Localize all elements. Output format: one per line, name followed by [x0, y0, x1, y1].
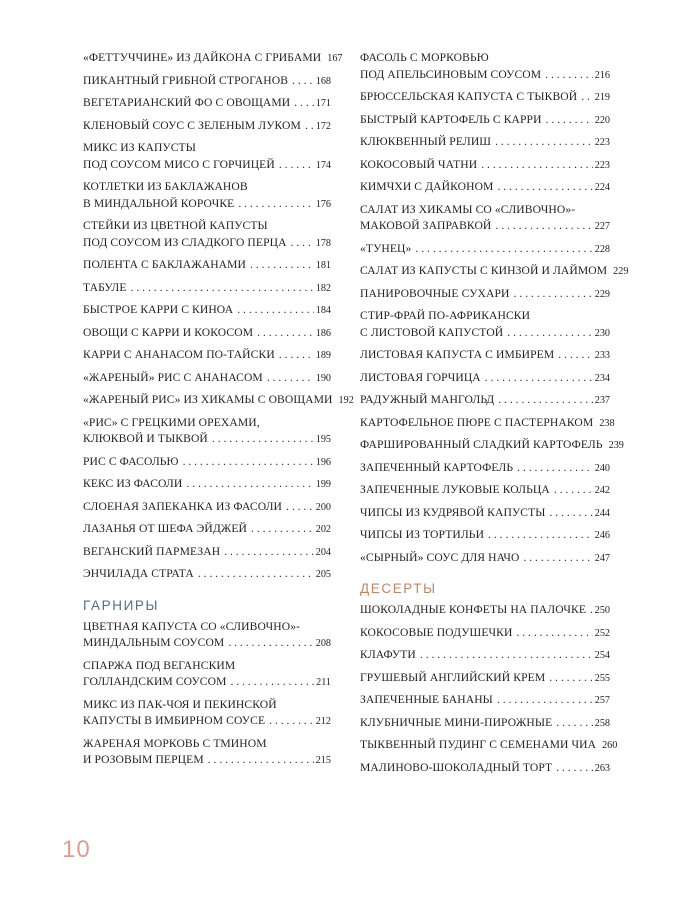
- toc-entry-title: «ЖАРЕНЫЙ» РИС С АНАНАСОМ: [83, 370, 263, 384]
- toc-page-number: 224: [594, 182, 610, 193]
- dot-leader: [495, 134, 593, 151]
- toc-entry-line: [360, 415, 615, 433]
- toc-page-number: 212: [315, 716, 331, 727]
- toc-entry-line: [83, 713, 331, 731]
- toc-entry-title: СТЕЙКИ ИЗ ЦВЕТНОЙ КАПУСТЫ: [83, 219, 268, 232]
- dot-leader: [556, 760, 593, 777]
- toc-entry-line: [360, 112, 610, 130]
- dot-leader: [238, 196, 313, 213]
- toc-entry: [83, 370, 331, 388]
- toc-entry: [360, 647, 610, 665]
- toc-page-number: 204: [315, 546, 331, 558]
- toc-entry-title: САЛАТ ИЗ КАПУСТЫ С КИНЗОЙ И ЛАЙМОМ: [360, 264, 608, 277]
- toc-entry-line: [83, 325, 331, 343]
- dot-leader: [549, 670, 592, 687]
- toc-entry-title: ОВОЩИ С КАРРИ И КОКОСОМ: [83, 325, 254, 339]
- dot-leader: [305, 118, 314, 135]
- dot-leader: [237, 302, 314, 319]
- toc-entry-title: ПИКАНТНЫЙ ГРИБНОЙ СТРОГАНОВ: [83, 73, 289, 87]
- toc-entry: [83, 566, 331, 584]
- dot-leader: [224, 544, 314, 561]
- toc-entry-line: [360, 482, 610, 500]
- toc-entry-line: [360, 527, 610, 545]
- toc-entry: [83, 521, 331, 539]
- toc-entry-title: СТИР-ФРАЙ ПО-АФРИКАНСКИ: [360, 309, 531, 322]
- dot-leader: [251, 521, 314, 538]
- toc-page-number: 211: [316, 677, 331, 688]
- toc-entry-line: [83, 431, 331, 449]
- toc-page-number: 168: [315, 75, 331, 87]
- toc-entry: [83, 257, 331, 275]
- toc-entry-line: [83, 302, 331, 320]
- toc-entry-line: [83, 235, 331, 253]
- toc-page-number: 228: [594, 243, 610, 255]
- toc-entry-line: [360, 370, 610, 388]
- toc-page-number: 223: [594, 137, 610, 148]
- toc-entry: [83, 302, 331, 320]
- toc-right-entries: [360, 50, 629, 567]
- toc-entry-line: [360, 157, 610, 175]
- dot-leader: [558, 347, 592, 364]
- toc-entry-title: МИКС ИЗ КАПУСТЫ: [83, 141, 196, 154]
- toc-entry: [360, 460, 610, 478]
- toc-entry: [83, 736, 331, 770]
- toc-entry-line: [83, 257, 331, 275]
- toc-entry: [360, 527, 610, 545]
- dot-leader: [514, 286, 593, 303]
- toc-page-number: 255: [594, 672, 610, 684]
- toc-entry-line: [360, 241, 610, 259]
- toc-entry: [83, 325, 331, 343]
- toc-entry: [360, 550, 610, 568]
- dot-leader: [198, 566, 314, 583]
- toc-entry-line: [83, 476, 331, 494]
- toc-entry-line: [360, 67, 610, 85]
- toc-entry: [360, 50, 610, 84]
- toc-entry-line: [83, 73, 331, 91]
- dot-leader: [581, 89, 592, 106]
- toc-entry-line: [83, 50, 343, 68]
- toc-entry: [360, 625, 610, 643]
- toc-entry-title: ПОД АПЕЛЬСИНОВЫМ СОУСОМ: [360, 67, 542, 81]
- toc-entry-line: [83, 674, 331, 692]
- toc-entry: [360, 737, 618, 755]
- toc-entry-title: ВЕГАНСКИЙ ПАРМЕЗАН: [83, 544, 221, 558]
- dot-leader: [228, 635, 313, 652]
- toc-page-number: 200: [315, 501, 331, 513]
- section-heading-desserts: ДЕСЕРТЫ: [360, 581, 437, 596]
- dot-leader: [590, 602, 593, 619]
- toc-page-number: 242: [594, 485, 610, 496]
- toc-entry-line: [360, 625, 610, 643]
- toc-entry-title: МАЛИНОВО-ШОКОЛАДНЫЙ ТОРТ: [360, 760, 553, 774]
- toc-page-number: 229: [613, 266, 629, 277]
- toc-entry: [83, 454, 331, 472]
- dot-leader: [212, 431, 314, 448]
- toc-page-number: 174: [315, 159, 331, 171]
- toc-entry-line: [83, 280, 331, 298]
- toc-entry-line: [83, 736, 331, 753]
- toc-entry-title: КОКОСОВЫЙ ЧАТНИ: [360, 157, 478, 171]
- toc-entry-title: ТЫКВЕННЫЙ ПУДИНГ С СЕМЕНАМИ ЧИА: [360, 738, 597, 751]
- toc-page-number: 208: [315, 638, 331, 649]
- toc-entry-line: [360, 179, 610, 197]
- dot-leader: [186, 476, 313, 493]
- toc-entry-title: КЛЮКВЕННЫЙ РЕЛИШ: [360, 135, 492, 148]
- toc-page-number: 171: [315, 98, 331, 109]
- toc-entry: [360, 286, 610, 304]
- dot-leader: [257, 325, 314, 342]
- toc-entry: [83, 140, 331, 174]
- toc-entry-title: «ФЕТТУЧЧИНЕ» ИЗ ДАЙКОНА С ГРИБАМИ: [83, 51, 322, 64]
- toc-page-number: 233: [594, 350, 610, 361]
- toc-page-number: 216: [594, 69, 610, 81]
- toc-entry-line: [83, 392, 354, 410]
- toc-page-number: 172: [315, 120, 331, 132]
- toc-page-number: 220: [594, 114, 610, 126]
- toc-entry-title: КЛУБНИЧНЫЕ МИНИ-ПИРОЖНЫЕ: [360, 715, 553, 729]
- toc-page-number: 186: [315, 327, 331, 339]
- toc-left-column: [83, 50, 354, 775]
- toc-entry: [360, 505, 610, 523]
- toc-entry-line: [83, 218, 331, 235]
- toc-entry-line: [360, 737, 618, 755]
- dot-leader: [267, 370, 314, 387]
- toc-entry-line: [83, 415, 331, 432]
- toc-entry-title: РАДУЖНЫЙ МАНГОЛЬД: [360, 393, 495, 406]
- toc-entry-line: [360, 89, 610, 107]
- dot-leader: [554, 482, 593, 499]
- toc-page-number: 223: [594, 159, 610, 171]
- toc-page-number: 184: [315, 305, 331, 316]
- toc-entry-line: [360, 437, 624, 455]
- toc-entry-title: КАПУСТЫ В ИМБИРНОМ СОУСЕ: [83, 714, 266, 727]
- dot-leader: [279, 347, 314, 364]
- toc-entry: [83, 179, 331, 213]
- toc-entry-title: ГОЛЛАНДСКИМ СОУСОМ: [83, 675, 227, 688]
- toc-entry-line: [360, 202, 610, 219]
- toc-entry-title: ЛАЗАНЬЯ ОТ ШЕФА ЭЙДЖЕЙ: [83, 522, 247, 535]
- toc-entry-title: РИС С ФАСОЛЬЮ: [83, 454, 179, 468]
- toc-entry: [83, 50, 343, 68]
- toc-entry: [360, 715, 610, 733]
- toc-entry: [83, 95, 331, 113]
- toc-entry-line: [360, 50, 610, 67]
- toc-entry: [360, 482, 610, 500]
- toc-entry-title: С ЛИСТОВОЙ КАПУСТОЙ: [360, 325, 504, 339]
- toc-entry-title: ЗАПЕЧЕННЫЕ БАНАНЫ: [360, 693, 493, 706]
- toc-page-number: 189: [315, 350, 331, 361]
- toc-entry-title: СПАРЖА ПОД ВЕГАНСКИМ: [83, 658, 236, 672]
- toc-page-number: 182: [315, 282, 331, 294]
- toc-entry: [360, 347, 610, 365]
- dot-leader: [495, 218, 592, 235]
- dot-leader: [269, 713, 314, 730]
- toc-entry: [360, 134, 610, 152]
- toc-page-number: 240: [594, 462, 610, 474]
- dot-leader: [488, 527, 593, 544]
- toc-page-number: 167: [327, 53, 343, 64]
- toc-entry-title: КЛЕНОВЫЙ СОУС С ЗЕЛЕНЫМ ЛУКОМ: [83, 118, 301, 132]
- dot-leader: [497, 179, 592, 196]
- toc-entry-line: [360, 308, 610, 325]
- toc-entry: [83, 476, 331, 494]
- toc-entry: [360, 692, 610, 710]
- toc-entry: [360, 202, 610, 236]
- dot-leader: [516, 625, 592, 642]
- toc-entry-line: [83, 118, 331, 136]
- toc-entry: [360, 112, 610, 130]
- dot-leader: [517, 460, 593, 477]
- dot-leader: [250, 257, 314, 274]
- toc-entry-line: [83, 347, 331, 365]
- dot-leader: [231, 674, 315, 691]
- toc-entry-line: [360, 692, 610, 710]
- toc-entry: [83, 280, 331, 298]
- toc-page-number: 254: [594, 650, 610, 661]
- toc-entry: [83, 658, 331, 692]
- dot-leader: [420, 647, 593, 664]
- dot-leader: [481, 157, 593, 174]
- toc-page-number: 215: [315, 755, 331, 766]
- toc-entry-title: ВЕГЕТАРИАНСКИЙ ФО С ОВОЩАМИ: [83, 96, 291, 109]
- toc-entry: [83, 544, 331, 562]
- dot-leader: [183, 454, 314, 471]
- toc-entry-line: [360, 325, 610, 343]
- toc-page-number: 237: [594, 395, 610, 406]
- toc-entry-line: [83, 658, 331, 675]
- toc-page-number: 178: [315, 237, 331, 249]
- dot-leader: [286, 499, 314, 516]
- toc-page-number: 239: [608, 440, 624, 451]
- toc-page-number: 227: [594, 221, 610, 232]
- toc-entry: [360, 263, 629, 281]
- toc-entry-title: КЕКС ИЗ ФАСОЛИ: [83, 477, 183, 490]
- toc-entry-line: [83, 752, 331, 770]
- page-number: 10: [62, 836, 91, 863]
- toc-entry-line: [360, 670, 610, 688]
- toc-entry-line: [360, 715, 610, 733]
- toc-entry-line: [83, 697, 331, 714]
- toc-entry-line: [83, 544, 331, 562]
- dot-leader: [292, 73, 314, 90]
- toc-entry-line: [360, 263, 629, 281]
- toc-left-entries: [83, 50, 354, 584]
- toc-page-number: 252: [594, 627, 610, 639]
- toc-entry-title: ТАБУЛЕ: [83, 280, 127, 294]
- toc-page-number: 192: [338, 395, 354, 406]
- toc-entry: [83, 392, 354, 410]
- toc-entry: [83, 697, 331, 731]
- toc-entry-title: ФАРШИРОВАННЫЙ СЛАДКИЙ КАРТОФЕЛЬ: [360, 438, 603, 451]
- toc-entry: [360, 89, 610, 107]
- toc-entry: [360, 392, 610, 410]
- toc-entry-title: ЦВЕТНАЯ КАПУСТА СО «СЛИВОЧНО»-: [83, 619, 301, 633]
- toc-entry-title: ПОЛЕНТА С БАКЛАЖАНАМИ: [83, 258, 247, 271]
- dot-leader: [523, 550, 592, 567]
- toc-entry: [83, 118, 331, 136]
- toc-entry-line: [360, 392, 610, 410]
- toc-page-number: 250: [594, 605, 610, 616]
- dot-leader: [279, 157, 314, 174]
- toc-page-number: 244: [594, 507, 610, 519]
- dot-leader: [497, 692, 593, 709]
- toc-entry-line: [360, 218, 610, 236]
- toc-entry-title: ЗАПЕЧЕННЫЙ КАРТОФЕЛЬ: [360, 460, 514, 474]
- dot-leader: [291, 235, 314, 252]
- toc-dessert-entries: [360, 602, 618, 777]
- toc-entry: [360, 179, 610, 197]
- toc-entry-line: [83, 521, 331, 539]
- toc-entry-title: ЭНЧИЛАДА СТРАТА: [83, 567, 194, 580]
- toc-entry-title: И РОЗОВЫМ ПЕРЦЕМ: [83, 753, 204, 766]
- toc-entry-title: ЧИПСЫ ИЗ ТОРТИЛЬИ: [360, 528, 485, 541]
- toc-page-number: 234: [594, 372, 610, 384]
- toc-entry-title: САЛАТ ИЗ ХИКАМЫ СО «СЛИВОЧНО»-: [360, 202, 576, 216]
- toc-entry-title: ЛИСТОВАЯ ГОРЧИЦА: [360, 370, 481, 384]
- toc-page-number: 258: [594, 717, 610, 729]
- toc-entry-line: [83, 179, 331, 196]
- toc-entry-title: КИМЧХИ С ДАЙКОНОМ: [360, 180, 494, 193]
- toc-entry-title: ШОКОЛАДНЫЕ КОНФЕТЫ НА ПАЛОЧКЕ: [360, 603, 587, 616]
- toc-entry-line: [83, 157, 331, 175]
- toc-page-number: 257: [594, 695, 610, 706]
- dot-leader: [556, 715, 592, 732]
- toc-entry-title: ФАСОЛЬ С МОРКОВЬЮ: [360, 51, 489, 64]
- toc-entry-title: «ТУНЕЦ»: [360, 241, 412, 255]
- toc-page-number: 181: [315, 260, 331, 271]
- toc-entry: [83, 218, 331, 252]
- toc-entry-title: «ЖАРЕНЫЙ РИС» ИЗ ХИКАМЫ С ОВОЩАМИ: [83, 393, 333, 406]
- toc-entry-line: [360, 460, 610, 478]
- dot-leader: [545, 67, 593, 84]
- toc-entry-title: СЛОЕНАЯ ЗАПЕКАНКА ИЗ ФАСОЛИ: [83, 499, 283, 513]
- toc-entry: [360, 437, 624, 455]
- toc-entry-line: [83, 635, 331, 653]
- dot-leader: [550, 505, 593, 522]
- toc-entry-line: [360, 647, 610, 665]
- toc-entry-title: ЗАПЕЧЕННЫЕ ЛУКОВЫЕ КОЛЬЦА: [360, 483, 550, 496]
- toc-right-column: [360, 50, 629, 782]
- toc-entry-title: КЛАФУТИ: [360, 648, 416, 661]
- toc-entry-line: [83, 566, 331, 584]
- toc-entry: [360, 370, 610, 388]
- toc-entry-title: ПОД СОУСОМ ИЗ СЛАДКОГО ПЕРЦА: [83, 235, 287, 249]
- toc-entry: [83, 619, 331, 653]
- toc-page-number: 247: [594, 552, 610, 564]
- toc-garnish-entries: [83, 619, 331, 770]
- toc-entry-line: [360, 347, 610, 365]
- dot-leader: [208, 752, 314, 769]
- toc-page-number: 230: [594, 327, 610, 339]
- toc-page-number: 202: [315, 524, 331, 535]
- toc-entry-line: [83, 370, 331, 388]
- toc-entry: [360, 670, 610, 688]
- toc-entry-title: БРЮССЕЛЬСКАЯ КАПУСТА С ТЫКВОЙ: [360, 90, 578, 103]
- toc-entry-title: КЛЮКВОЙ И ТЫКВОЙ: [83, 432, 208, 445]
- toc-entry: [360, 760, 610, 778]
- toc-entry-title: ПАНИРОВОЧНЫЕ СУХАРИ: [360, 286, 510, 300]
- toc-page-number: 263: [594, 762, 610, 774]
- toc-entry-line: [360, 760, 610, 778]
- toc-page-number: 195: [315, 434, 331, 445]
- toc-entry-title: МИКС ИЗ ПАК-ЧОЯ И ПЕКИНСКОЙ: [83, 697, 277, 711]
- toc-entry-line: [83, 95, 331, 113]
- toc-entry-title: «СЫРНЫЙ» СОУС ДЛЯ НАЧО: [360, 550, 520, 564]
- dot-leader: [485, 370, 593, 387]
- toc-entry-line: [360, 550, 610, 568]
- toc-entry-title: КАРРИ С АНАНАСОМ ПО-ТАЙСКИ: [83, 348, 275, 361]
- toc-entry-title: МИНДАЛЬНЫМ СОУСОМ: [83, 636, 225, 649]
- toc-entry: [83, 499, 331, 517]
- toc-entry: [360, 308, 610, 342]
- toc-page-number: 190: [315, 372, 331, 384]
- toc-entry: [83, 347, 331, 365]
- toc-entry-title: КОКОСОВЫЕ ПОДУШЕЧКИ: [360, 625, 513, 639]
- toc-page-number: 219: [594, 92, 610, 103]
- toc-entry-line: [83, 140, 331, 157]
- toc-entry-line: [83, 499, 331, 517]
- toc-page-number: 229: [594, 288, 610, 300]
- toc-page-number: 205: [315, 569, 331, 580]
- toc-entry-line: [360, 286, 610, 304]
- toc-entry: [360, 157, 610, 175]
- dot-leader: [294, 95, 313, 112]
- toc-page-number: 199: [315, 479, 331, 490]
- toc-entry-title: ЖАРЕНАЯ МОРКОВЬ С ТМИНОМ: [83, 736, 267, 750]
- toc-entry: [360, 415, 615, 433]
- toc-entry: [83, 415, 331, 449]
- toc-entry-line: [83, 196, 331, 214]
- toc-entry-title: КОТЛЕТКИ ИЗ БАКЛАЖАНОВ: [83, 180, 248, 193]
- toc-entry-line: [83, 454, 331, 472]
- toc-entry-title: В МИНДАЛЬНОЙ КОРОЧКЕ: [83, 196, 235, 210]
- toc-entry: [83, 73, 331, 91]
- dot-leader: [131, 280, 314, 297]
- toc-entry-title: КАРТОФЕЛЬНОЕ ПЮРЕ С ПАСТЕРНАКОМ: [360, 415, 594, 429]
- toc-entry-title: БЫСТРОЕ КАРРИ С КИНОА: [83, 303, 234, 316]
- section-heading-garnishes: ГАРНИРЫ: [83, 597, 160, 613]
- dot-leader: [415, 241, 592, 258]
- toc-entry-title: ЛИСТОВАЯ КАПУСТА С ИМБИРЕМ: [360, 348, 555, 361]
- toc-entry: [360, 602, 610, 620]
- toc-entry-line: [360, 134, 610, 152]
- toc-entry-title: БЫСТРЫЙ КАРТОФЕЛЬ С КАРРИ: [360, 112, 542, 126]
- toc-entry-line: [83, 619, 331, 636]
- toc-entry-title: ГРУШЕВЫЙ АНГЛИЙСКИЙ КРЕМ: [360, 670, 546, 684]
- dot-leader: [507, 325, 592, 342]
- toc-page-number: 238: [599, 417, 615, 429]
- toc-entry-line: [360, 505, 610, 523]
- toc-entry-title: МАКОВОЙ ЗАПРАВКОЙ: [360, 219, 492, 232]
- toc-entry-title: «РИС» С ГРЕЦКИМИ ОРЕХАМИ,: [83, 415, 260, 429]
- dot-leader: [498, 392, 592, 409]
- toc-entry-title: ЧИПСЫ ИЗ КУДРЯВОЙ КАПУСТЫ: [360, 505, 546, 519]
- toc-page-number: 246: [594, 530, 610, 541]
- toc-page-number: 176: [315, 198, 331, 210]
- toc-entry-title: ПОД СОУСОМ МИСО С ГОРЧИЦЕЙ: [83, 157, 275, 171]
- toc-page-number: 196: [315, 456, 331, 468]
- toc-page-number: 260: [602, 740, 618, 751]
- toc-entry: [360, 241, 610, 259]
- toc-entry-line: [360, 602, 610, 620]
- dot-leader: [546, 112, 593, 129]
